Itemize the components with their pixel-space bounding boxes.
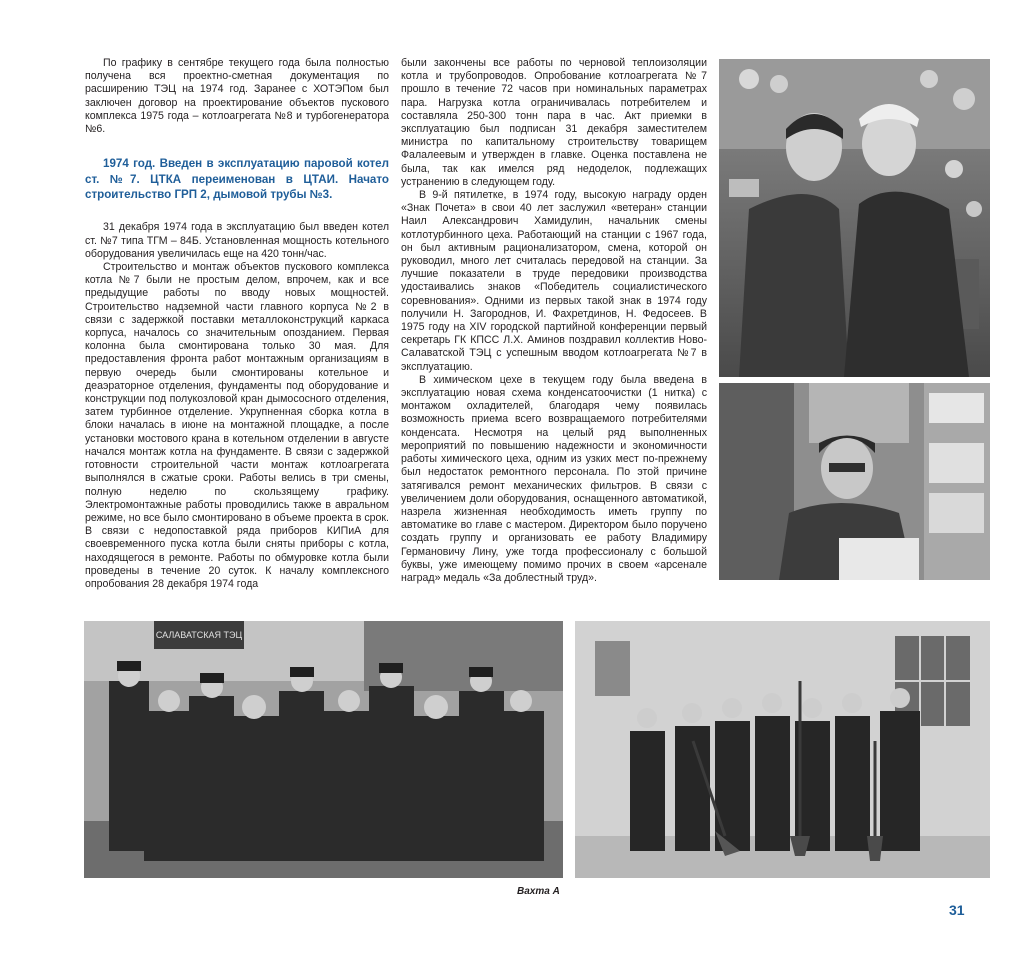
building-sign: САЛАВАТСКАЯ ТЭЦ: [155, 630, 243, 640]
section-heading: 1974 год. Введен в эксплуатацию паровой котел ст. №7. ЦТКА переименован в ЦТАИ. Начато строительство ГРП 2, дымовой трубы №3.: [85, 157, 389, 202]
photo-two-workers: [719, 59, 990, 377]
paragraph: были закончены все работы по черновой теплоизоляции котла и трубопроводов. Опробование котлоагрегата №7 прошло в течение 72 часов при номинальных параметрах пара. Нагрузка котла ограничивалась потребителем и составляла 250-300 тонн пара в час. Акт приемки в эксплуатацию был подписан 31 декабря заместителем министра по капитальному строительству товарищем Фалалеевым и утвержден в главке. Оценка поставлена не была, так как имелся ряд недоделок, подлежащих устранению в следующем году.: [401, 57, 707, 188]
page-number: 31: [949, 902, 965, 918]
photo-group-vakhta-a: [84, 621, 563, 878]
paragraph: В 9-й пятилетке, в 1974 году, высокую награду орден «Знак Почета» в свои 40 лет заслужил «ветеран» станции Наил Александрович Хамидулин, начальник смены котлотурбинного цеха. Работающий на станции с 1967 года, он был активным рационализатором, смена, которой он руководил, много лет считалась передовой на станции. За лучшие показатели в труде передовики производства удостаивались знаков «Победитель социалистического соревнования». Одними из первых такой знак в 1974 году получили Н. Загороднов, И. Фахретдинов, Н. Федосеев. В 1975 году на XIV городской партийной конференции первый секретарь ГК КПСС Л.Х. Аминов поздравил коллектив Ново-Салаватской ТЭЦ с успешным вводом котлоагрегата №7 в эксплуатацию.: [401, 189, 707, 373]
photo-workers-with-shovels: [575, 621, 990, 878]
text-column-right: [401, 57, 707, 585]
paragraph: 31 декабря 1974 года в эксплуатацию был введен котел ст. №7 типа ТГМ – 84Б. Установленная мощность котельного оборудования увеличилась еще на 420 тонн/час.: [85, 221, 389, 260]
paragraph: По графику в сентябре текущего года была полностью получена вся проектно-сметная документация по расширению ТЭЦ на 1974 год. Заранее с ХОТЭПом был заключен договор на проектирование объектов пускового комплекса 1975 года – котлоагрегата №8 и турбогенератора №6.: [85, 57, 389, 136]
text-column-left: [85, 57, 389, 591]
paragraph: Строительство и монтаж объектов пускового комплекса котла №7 были не простым делом, впрочем, как и все предыдущие работы по вводу новых мощностей. Строительство надземной части главного корпуса №2 в связи с задержкой поставки металлоконструкций каркаса корпуса, началось со значительным опозданием. Первая колонна была смонтирована только 30 мая. Для предоставления фронта работ монтажным организациям в первую очередь были смонтированы котельное и деаэраторное отделения, фундаменты под оборудование и конструкции под полукозловой кран дымососного отделения, затем турбинное отделение. Укрупненная сборка котла в блоки началась в июне на монтажной площадке, а после установки мостового крана в котельном отделении в августе начался монтаж котла на фундаменте. В связи с задержкой готовности строительной части монтаж котлоагрегата выполнялся в сжатые сроки. Работы велись в три смены, полную неделю по скользящему графику. Электромонтажные работы проводились также в авральном режиме, но все было смонтировано в объеме проекта в срок. В связи с недопоставкой ряда приборов КИПиА для своевременного пуска котла были сняты приборы с котла, находящегося в ремонте. Работы по обмуровке котла были проведены в течение 20 суток. К началу комплексного опробования 28 декабря 1974 года: [85, 261, 389, 590]
paragraph: В химическом цехе в текущем году была введена в эксплуатацию новая схема конденсатоочистки (1 нитка) с монтажом охладителей, благодаря чему появилась возможность приема всего возвращаемого потребителями конденсата. Несмотря на целый ряд выполненных мероприятий по повышению надежности и экономичности работы химического цеха, одним из узких мест по-прежнему был недостаток ремонтного персонала. По этой причине затягивался ремонт механических фильтров. В связи с увеличением доли оборудования, оснащенного автоматикой, назрела жизненная необходимость иметь группу по автоматике во главе с мастером. Директором было поручено создать группу и организовать ее работу Владимиру Германовичу Лину, уже тогда профессионалу с большой буквы, уже имеющему помимо прочих в своем «арсенале наград» медаль «За доблестный труд».: [401, 373, 707, 584]
photo-man-at-desk: [719, 383, 990, 580]
photo-caption: Вахта А: [517, 886, 560, 897]
